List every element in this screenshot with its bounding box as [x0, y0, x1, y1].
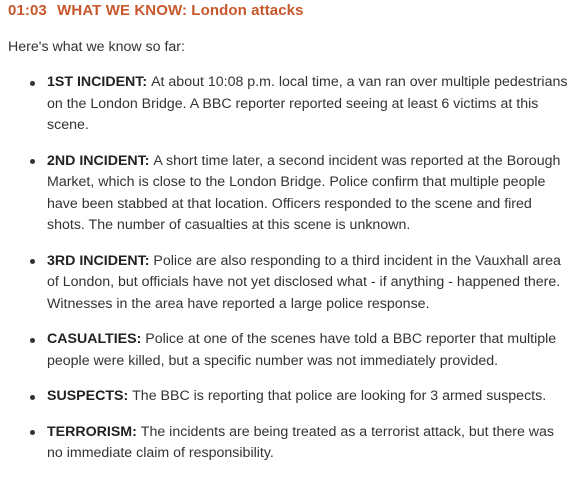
- bullet-icon: [30, 259, 35, 264]
- item-text: The BBC is reporting that police are looking for 3 armed suspects.: [132, 388, 547, 404]
- item-label: 1ST INCIDENT:: [47, 74, 152, 90]
- update-title: WHAT WE KNOW: London attacks: [57, 2, 304, 19]
- update-time: 01:03: [8, 2, 47, 19]
- update-header: [8, 2, 304, 19]
- bullet-icon: [30, 338, 35, 343]
- item-text: Police are also responding to a third incident in the Vauxhall area of London, but officials have not yet disclosed what - if anything - happened there. Witnesses in the area have reported a large police response.: [47, 252, 561, 312]
- item-label: 3RD INCIDENT:: [47, 252, 154, 269]
- item-text: A short time later, a second incident was reported at the Borough Market, which is close to the London Bridge. Police confirm that multiple people have been stabbed at that location. Officers responded to the scene and fired shots. The number of casualties at this scene is unknown.: [47, 152, 561, 233]
- bullet-icon: [30, 395, 35, 400]
- item-text: At about 10:08 p.m. local time, a van ran over multiple pedestrians on the London Bridge. A BBC reporter reported seeing at least 6 victims at this scene.: [47, 74, 568, 133]
- item-label: 2ND INCIDENT:: [47, 152, 154, 169]
- bullet-icon: [30, 159, 35, 164]
- bullet-icon: [30, 81, 35, 86]
- bullet-icon: [30, 430, 35, 435]
- intro-text: Here's what we know so far:: [8, 39, 185, 55]
- item-label: CASUALTIES:: [47, 331, 146, 347]
- list-item: [0, 251, 576, 316]
- list-item: [0, 422, 576, 465]
- list-item: [0, 329, 576, 372]
- item-text: Police at one of the scenes have told a BBC reporter that multiple people were killed, but a specific number was not immediately provided.: [47, 331, 557, 369]
- list-item: [0, 386, 576, 408]
- item-label: TERRORISM:: [47, 423, 141, 440]
- facts-list: [0, 72, 576, 479]
- item-text: The incidents are being treated as a terrorist attack, but there was no immediate claim of responsibility.: [47, 423, 555, 461]
- list-item: [0, 151, 576, 237]
- item-label: SUSPECTS:: [47, 388, 133, 404]
- list-item: [0, 72, 576, 137]
